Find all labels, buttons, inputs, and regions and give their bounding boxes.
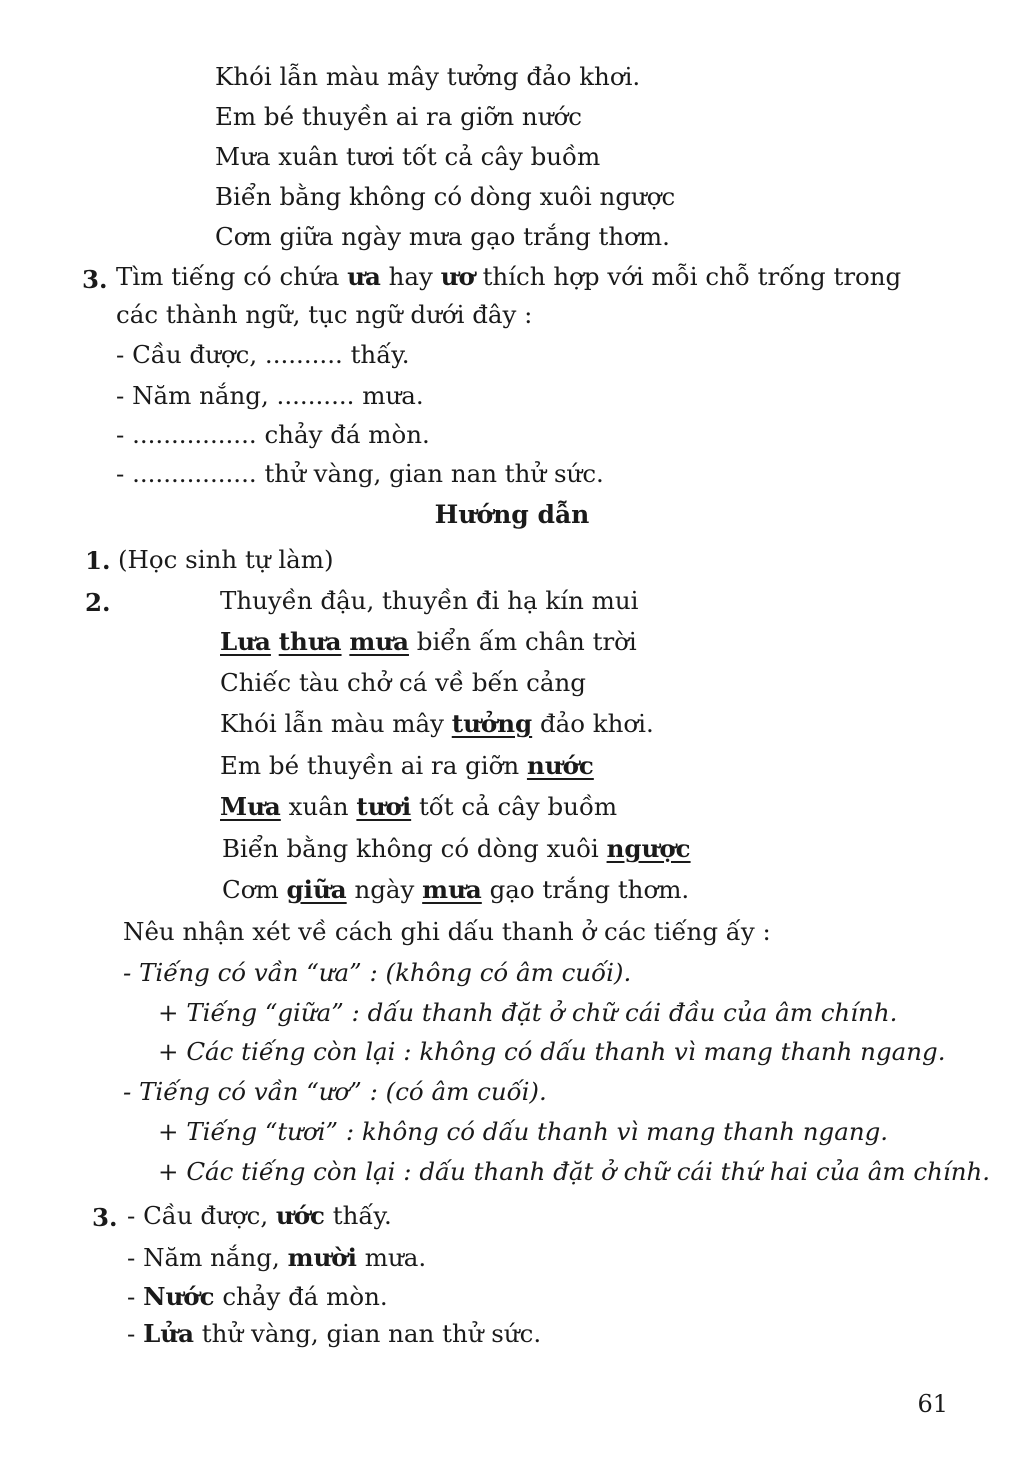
answer-word: mười — [287, 1243, 357, 1272]
answer-number: 1. — [85, 546, 111, 575]
answer-item — [127, 1319, 541, 1349]
answer-poem-line: Thuyền đậu, thuyền đi hạ kín mui — [220, 586, 639, 615]
poem-text: tốt cả cây buồm — [411, 792, 618, 821]
answer-item — [127, 1282, 388, 1312]
exercise-prompt-line2: các thành ngữ, tục ngữ dưới đây : — [116, 300, 533, 329]
answer-poem-line — [222, 834, 691, 864]
note-line: + Các tiếng còn lại : dấu thanh đặt ở chữ cái thứ hai của âm chính. — [158, 1157, 991, 1186]
highlighted-word: nước — [526, 751, 594, 780]
guide-heading: Hướng dẫn — [434, 500, 590, 529]
exercise-number: 3. — [82, 265, 108, 294]
answer-item — [127, 1201, 392, 1231]
remark-line: Nêu nhận xét về cách ghi dấu thanh ở các tiếng ấy : — [123, 917, 771, 946]
highlighted-word: ngược — [606, 834, 691, 863]
prompt-text: hay — [380, 262, 441, 291]
answer-poem-line — [220, 709, 654, 739]
poem-text: Biển bằng không có dòng xuôi — [222, 834, 607, 863]
answer-number: 3. — [92, 1203, 118, 1232]
poem-text: xuân — [280, 792, 357, 821]
poem-text: đảo khơi. — [532, 709, 654, 738]
prompt-text: thích hợp với mỗi chỗ trống trong — [474, 262, 902, 291]
poem-line: Khói lẫn màu mây tưởng đảo khơi. — [215, 62, 641, 91]
answer-number: 2. — [85, 588, 111, 617]
answer-word: Nước — [143, 1282, 215, 1311]
note-line: + Tiếng “tươi” : không có dấu thanh vì mang thanh ngang. — [158, 1117, 889, 1146]
answer-poem-line — [220, 751, 594, 781]
poem-text: Em bé thuyền ai ra giỡn — [220, 751, 527, 780]
keyword-ua: ưa — [347, 262, 381, 291]
exercise-prompt — [116, 262, 901, 292]
poem-line: Cơm giữa ngày mưa gạo trắng thơm. — [215, 222, 670, 251]
answer-text: - Năm nắng, — [127, 1243, 288, 1272]
answer-text: - Cầu được, — [127, 1201, 276, 1230]
exercise-item: - ................ chảy đá mòn. — [116, 420, 430, 449]
answer-text: - — [127, 1282, 144, 1311]
highlighted-word: Lưa — [220, 627, 271, 656]
answer-poem-line — [220, 792, 617, 822]
answer-word: Lửa — [143, 1319, 194, 1348]
poem-text: Cơm — [222, 875, 287, 904]
answer-text: (Học sinh tự làm) — [118, 545, 334, 574]
page-number: 61 — [917, 1390, 948, 1418]
highlighted-word: mưa — [422, 875, 482, 904]
poem-line: Em bé thuyền ai ra giỡn nước — [215, 102, 582, 131]
poem-text: biển ấm chân trời — [408, 627, 637, 656]
highlighted-word: tươi — [356, 792, 412, 821]
note-line: + Các tiếng còn lại : không có dấu thanh vì mang thanh ngang. — [158, 1037, 946, 1066]
highlighted-word: Mưa — [220, 792, 281, 821]
highlighted-word: giữa — [286, 875, 347, 904]
keyword-uo: ươ — [440, 262, 475, 291]
note-line: - Tiếng có vần “ươ” : (có âm cuối). — [123, 1077, 547, 1106]
note-line: - Tiếng có vần “ưa” : (không có âm cuối). — [123, 958, 632, 987]
exercise-item: - Cầu được, .......... thấy. — [116, 340, 410, 369]
answer-text: thử vàng, gian nan thử sức. — [194, 1319, 542, 1348]
answer-word: ước — [275, 1201, 325, 1230]
answer-text: - — [127, 1319, 144, 1348]
highlighted-word: mưa — [349, 627, 409, 656]
poem-text: ngày — [346, 875, 423, 904]
exercise-item: - ................ thử vàng, gian nan thử sức. — [116, 459, 604, 488]
answer-text: chảy đá mòn. — [214, 1282, 388, 1311]
highlighted-word: thưa — [278, 627, 342, 656]
poem-line: Biển bằng không có dòng xuôi ngược — [215, 182, 676, 211]
answer-text: mưa. — [356, 1243, 427, 1272]
exercise-item: - Năm nắng, .......... mưa. — [116, 381, 424, 410]
answer-poem-line: Chiếc tàu chở cá về bến cảng — [220, 668, 586, 697]
note-line: + Tiếng “giữa” : dấu thanh đặt ở chữ cái đầu của âm chính. — [158, 998, 898, 1027]
answer-item — [127, 1243, 426, 1273]
poem-line: Mưa xuân tươi tốt cả cây buồm — [215, 142, 601, 171]
answer-text: thấy. — [324, 1201, 392, 1230]
prompt-text: Tìm tiếng có chứa — [116, 262, 348, 291]
poem-text: Khói lẫn màu mây — [220, 709, 452, 738]
answer-poem-line — [222, 875, 689, 905]
answer-poem-line — [220, 627, 637, 657]
poem-text: gạo trắng thơm. — [481, 875, 690, 904]
highlighted-word: tưởng — [451, 709, 533, 738]
